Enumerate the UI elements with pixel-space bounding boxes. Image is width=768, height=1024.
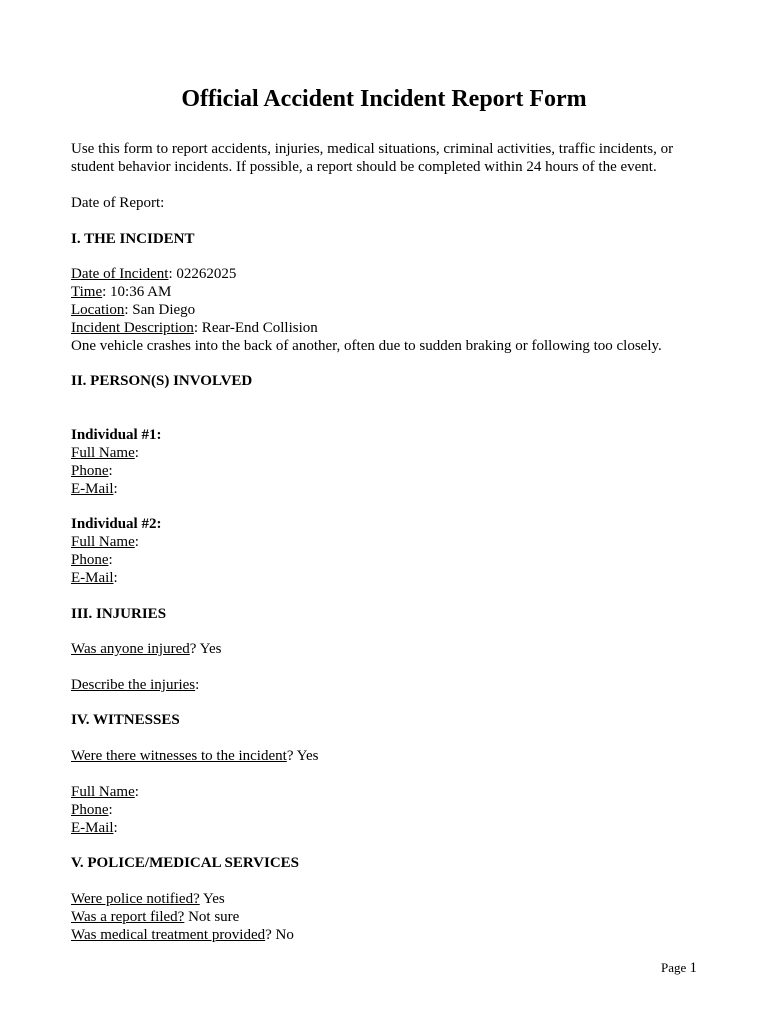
incident-details: [71, 265, 697, 355]
police-value: Yes: [199, 891, 225, 907]
individual-1-phone-label: Phone: [71, 463, 109, 479]
incident-description-row: [71, 319, 697, 337]
date-of-report-label: Date of Report:: [71, 195, 165, 211]
individual-1: [71, 426, 697, 498]
medical-value: ? No: [265, 927, 294, 943]
medical-row: [71, 926, 697, 944]
individual-2-title: Individual #2:: [71, 516, 162, 532]
individual-2-name-row: Full Name:: [71, 534, 139, 550]
services-details: [71, 890, 697, 944]
report-label: Was a report filed?: [71, 909, 185, 925]
individual-2-phone-row: Phone:: [71, 552, 113, 568]
witness-name-row: Full Name:: [71, 784, 139, 800]
incident-time-row: [71, 283, 697, 301]
report-value: Not sure: [184, 909, 240, 925]
section-persons-heading: II. PERSON(S) INVOLVED: [71, 373, 253, 389]
describe-injuries-row: Describe the injuries:: [71, 677, 200, 693]
date-of-report: [71, 194, 697, 212]
witness-name-label: Full Name: [71, 784, 135, 800]
report-row: [71, 908, 697, 926]
incident-description-value: : Rear-End Collision: [193, 320, 318, 336]
individual-2-phone-label: Phone: [71, 552, 109, 568]
injured-label: Was anyone injured: [71, 641, 190, 657]
individual-1-phone-row: Phone:: [71, 463, 113, 479]
incident-date-label: Date of Incident: [71, 266, 169, 282]
section-services-heading: V. POLICE/MEDICAL SERVICES: [71, 855, 300, 871]
individual-2-name-label: Full Name: [71, 534, 135, 550]
intro-paragraph: Use this form to report accidents, injuries, medical situations, criminal activities, traffic incidents, or student behavior incidents. If possible, a report should be completed within 24 hours of the event.: [71, 141, 674, 175]
incident-date-value: : 02262025: [168, 266, 237, 282]
police-row: [71, 890, 697, 908]
section-witnesses-heading: IV. WITNESSES: [71, 712, 180, 728]
incident-time-value: : 10:36 AM: [102, 284, 172, 300]
medical-label: Was medical treatment provided: [71, 927, 266, 943]
page-number-label: Page: [660, 960, 687, 975]
injured-row: [71, 640, 697, 658]
incident-date-row: [71, 265, 697, 283]
witnesses-question-label: Were there witnesses to the incident: [71, 748, 287, 764]
incident-location-label: Location: [71, 302, 125, 318]
individual-2-email-label: E-Mail: [71, 570, 114, 586]
witness-email-label: E-Mail: [71, 820, 114, 836]
page-number: [661, 959, 697, 977]
individual-1-email-label: E-Mail: [71, 481, 114, 497]
individual-2-email-row: E-Mail:: [71, 570, 118, 586]
incident-location-value: : San Diego: [124, 302, 196, 318]
describe-injuries-label: Describe the injuries: [71, 677, 196, 693]
page-title: Official Accident Incident Report Form: [181, 86, 587, 112]
individual-2: [71, 515, 697, 587]
incident-location-row: [71, 301, 697, 319]
individual-1-email-row: E-Mail:: [71, 481, 118, 497]
witness-details: [71, 783, 697, 837]
individual-1-name-row: Full Name:: [71, 445, 139, 461]
injured-value: ? Yes: [189, 641, 222, 657]
incident-time-label: Time: [71, 284, 103, 300]
section-incident-heading: I. THE INCIDENT: [71, 231, 195, 247]
page-number-value: 1: [689, 960, 697, 976]
individual-1-title: Individual #1:: [71, 427, 162, 443]
individual-1-name-label: Full Name: [71, 445, 135, 461]
witness-phone-label: Phone: [71, 802, 109, 818]
witness-phone-row: Phone:: [71, 802, 113, 818]
incident-description-label: Incident Description: [71, 320, 194, 336]
police-label: Were police notified?: [71, 891, 200, 907]
witnesses-question-row: [71, 747, 697, 765]
section-injuries-heading: III. INJURIES: [71, 606, 167, 622]
witnesses-question-value: ? Yes: [286, 748, 319, 764]
incident-description-detail: One vehicle crashes into the back of another, often due to sudden braking or following too closely.: [71, 338, 662, 354]
witness-email-row: E-Mail:: [71, 820, 118, 836]
